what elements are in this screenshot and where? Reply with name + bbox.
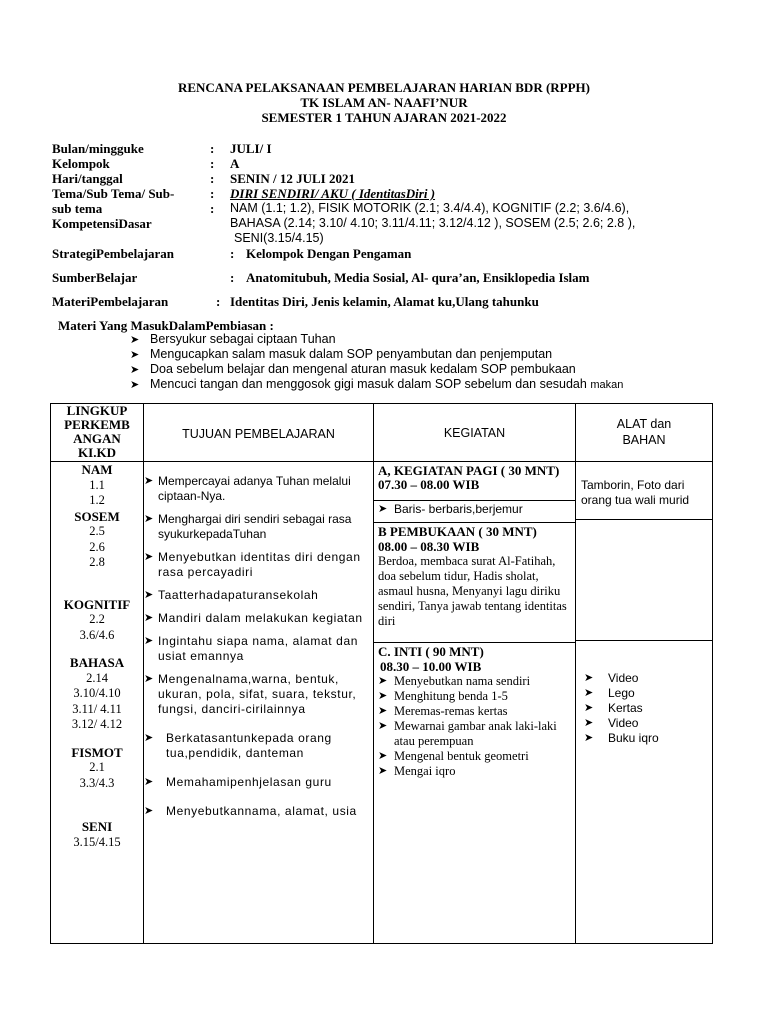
arrow-bullet-icon: ➤ [130,349,140,361]
list-item: ➤ Mencuci tangan dan menggosok gigi masuk dalam SOP sebelum dan sesudah makan [130,377,624,391]
kd-group-sosem: SOSEM [74,508,120,524]
strategi-value: Kelompok Dengan Pengaman [246,246,412,261]
colon: : [210,186,215,201]
list-item: ➤ Bersyukur sebagai ciptaan Tuhan [130,332,336,346]
kegiatan-pembukaan [374,523,575,643]
bulan-value: JULI/ I [230,141,272,156]
arrow-bullet-icon: ➤ [144,635,154,647]
arrow-bullet-icon: ➤ [584,702,594,714]
arrow-bullet-icon: ➤ [584,672,594,684]
arrow-bullet-icon: ➤ [144,776,154,788]
arrow-bullet-icon: ➤ [378,675,388,687]
list-item: ➤ Baris- berbaris,berjemur [378,502,523,516]
list-item: ➤ Memahamipenhjelasan guru [144,775,332,789]
doc-title: RENCANA PELAKSANAAN PEMBELAJARAN HARIAN BDR (RPPH) [177,80,591,95]
header-lingkup: LINGKUP PERKEMB ANGAN KI.KD [51,404,144,462]
list-item: ➤ Mengucapkan salam masuk dalam SOP penyambutan dan penjemputan [130,347,553,361]
inti-title: C. INTI ( 90 MNT) [378,644,484,659]
colon: : [230,270,235,285]
colon: : [210,141,215,156]
list-item: ➤ Mengenalnama,warna, bentuk, ukuran, pola, sifat, suara, tekstur, fungsi, danciri-cirilainnya [144,672,357,716]
list-item: ➤ Menyebutkannama, alamat, usia [144,804,357,818]
table-header-row [51,404,713,462]
header-alat: ALAT dan BAHAN [576,404,713,462]
arrow-bullet-icon: ➤ [584,717,594,729]
list-item: ➤ Kertas [584,701,643,715]
sumber-label: SumberBelajar [52,270,138,285]
list-item: ➤ Mengenal bentuk geometri [378,749,529,763]
arrow-bullet-icon: ➤ [378,503,388,515]
list-item: ➤ Video [584,716,639,730]
hari-value: SENIN / 12 JULI 2021 [230,171,355,186]
kd-label: KompetensiDasar [52,216,152,231]
strategi-label: StrategiPembelajaran [52,246,175,261]
arrow-bullet-icon: ➤ [378,705,388,717]
arrow-bullet-icon: ➤ [144,612,154,624]
arrow-bullet-icon: ➤ [378,720,388,732]
kd-group-kognitif: KOGNITIF [63,596,131,612]
arrow-bullet-icon: ➤ [378,750,388,762]
list-item: ➤ Mandiri dalam melakukan kegiatan [144,611,363,625]
arrow-bullet-icon: ➤ [144,805,154,817]
kelompok-label: Kelompok [52,156,110,171]
tujuan-cell [144,462,374,944]
arrow-bullet-icon: ➤ [144,513,154,525]
header-kegiatan: KEGIATAN [374,404,576,462]
list-item: ➤ Doa sebelum belajar dan mengenal aturan masuk kedalam SOP pembukaan [130,362,576,376]
list-item: ➤ Menghitung benda 1-5 [378,689,508,703]
kelompok-value: A [230,156,240,171]
table-body-row [51,462,713,944]
kd-group-nam: NAM [81,462,113,477]
list-item: ➤ Buku iqro [584,731,659,745]
arrow-bullet-icon: ➤ [378,765,388,777]
list-item: ➤ Lego [584,686,635,700]
arrow-bullet-icon: ➤ [144,475,154,487]
kd-line-1: NAM (1.1; 1.2), FISIK MOTORIK (2.1; 3.4/4.4), KOGNITIF (2.2; 3.6/4.6), [230,201,630,215]
arrow-bullet-icon: ➤ [144,551,154,563]
pagi-title: A, KEGIATAN PAGI ( 30 MNT) 07.30 – 08.00 WIB [378,463,560,492]
kd-group-bahasa: BAHASA [69,655,125,670]
arrow-bullet-icon: ➤ [584,732,594,744]
tema-label: Tema/Sub Tema/ Sub- [52,186,175,201]
materi-label: MateriPembelajaran [52,294,169,309]
kd-line-2: BAHASA (2.14; 3.10/ 4.10; 3.11/4.11; 3.12/4.12 ), SOSEM (2.5; 2.6; 2.8 ), [230,216,636,230]
colon: : [210,201,215,216]
arrow-bullet-icon: ➤ [144,673,154,685]
list-item: ➤ Mengai iqro [378,764,456,778]
pembukaan-title: B PEMBUKAAN ( 30 MNT) [378,524,537,539]
kegiatan-inti [374,643,575,779]
arrow-bullet-icon: ➤ [130,364,140,376]
list-item: ➤ Meremas-remas kertas [378,704,508,718]
school-name: TK ISLAM AN- NAAFI’NUR [300,95,468,110]
alat-cell [576,462,713,944]
arrow-bullet-icon: ➤ [144,589,154,601]
tema-value: DIRI SENDIRI/ AKU ( IdentitasDiri ) [230,186,436,201]
list-item: ➤ Menghargai diri sendiri sebagai rasa syukurkepadaTuhan [144,512,352,541]
colon: : [216,294,221,309]
arrow-bullet-icon: ➤ [144,732,154,744]
hari-label: Hari/tanggal [52,171,123,186]
inti-list [374,674,575,779]
bulan-label: Bulan/mingguke [52,141,144,156]
inti-time: 08.30 – 10.00 WIB [380,659,482,674]
kegiatan-cell [374,462,576,944]
colon: : [230,246,235,261]
alat-pembukaan [576,520,712,641]
list-item: ➤ Menyebutkan nama sendiri [378,674,531,688]
colon: : [210,156,215,171]
list-item: ➤ Mewarnai gambar anak laki-laki atau perempuan [378,719,557,748]
arrow-bullet-icon: ➤ [130,334,140,346]
pagi-list [374,501,575,523]
subtema-label: sub tema [52,201,103,216]
arrow-bullet-icon: ➤ [584,687,594,699]
rpph-table [50,403,713,944]
pembukaan-time: 08.00 – 08.30 WIB [378,539,480,554]
kd-group-fismot: FISMOT [71,744,123,760]
materi-value: Identitas Diri, Jenis kelamin, Alamat ku,Ulang tahunku [230,294,539,309]
arrow-bullet-icon: ➤ [378,690,388,702]
alat-inti-list [576,641,712,746]
kd-line-3: SENI(3.15/4.15) [234,231,324,245]
sumber-value: Anatomitubuh, Media Sosial, Al- qura’an, Ensiklopedia Islam [246,270,590,285]
header-tujuan: TUJUAN PEMBELAJARAN [144,404,374,462]
alat-pagi: Tamborin, Foto dari orang tua wali murid [576,462,712,520]
list-item: ➤ Taatterhadapaturansekolah [144,588,319,602]
kegiatan-pagi [374,462,575,501]
list-item: ➤ Video [584,671,639,685]
list-item: ➤ Berkatasantunkepada orang tua,pendidik, danteman [144,731,332,760]
list-item: ➤ Mempercayai adanya Tuhan melalui ciptaan-Nya. [144,474,351,503]
pembiasan-heading: Materi Yang MasukDalamPembiasan : [58,318,274,333]
pembukaan-body: Berdoa, membaca surat Al-Fatihah, doa sebelum tidur, Hadis sholat, asmaul husna, Menyanyi lagu diriku sendiri, Tanya jawab tentang identitas diri [378,554,567,628]
kd-cell: NAM 1.1 1.2 SOSEM 2.5 2.6 2.8 KOGNITIF 2.2 3.6/4.6 BAHASA 2.14 3.10/4.10 3.11/ 4.11 3.12/ 4.12 FISMOT 2.1 3.3/4.3 SENI 3.15/4.15 [51,462,144,944]
list-item: ➤ Menyebutkan identitas diri dengan rasa percayadiri [144,550,361,579]
colon: : [210,171,215,186]
kd-group-seni: SENI [81,819,113,834]
semester-title: SEMESTER 1 TAHUN AJARAN 2021-2022 [261,110,507,125]
arrow-bullet-icon: ➤ [130,379,140,391]
pembiasan-list [130,332,623,392]
list-item: ➤ Ingintahu siapa nama, alamat dan usiat emannya [144,634,358,663]
